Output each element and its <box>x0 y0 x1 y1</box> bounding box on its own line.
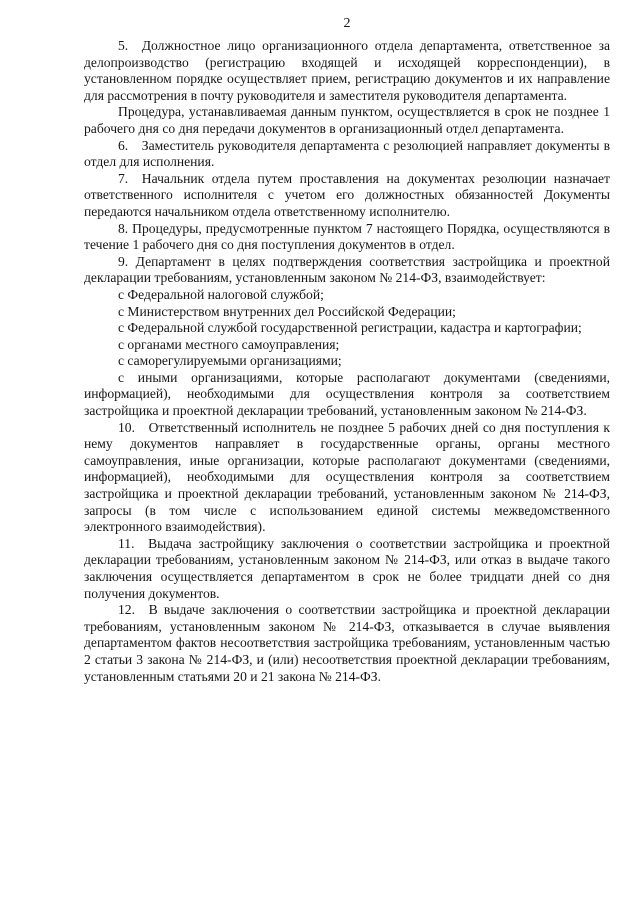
page-number: 2 <box>343 16 351 31</box>
list-item: с саморегулируемыми организациями; <box>118 353 342 369</box>
list-item: с органами местного самоуправления; <box>118 336 340 352</box>
paragraph-5-procedure: Процедура, устанавливаемая данным пунктом, осуществляется в срок не позднее 1 рабочего дня со дня передачи документов в организационный отдел департамента. <box>84 104 610 136</box>
paragraph-5: 5. Должностное лицо организационного отдела департамента, ответственное за делопроизводство (регистрацию входящей и исходящей корреспонденции), в установленном порядке осуществляет прием, регистрацию документов и их направление для рассмотрения в почту руководителя и заместителя руководителя департамента. <box>84 38 610 103</box>
interaction-list <box>84 287 610 420</box>
list-item: с Министерством внутренних дел Российской Федерации; <box>118 303 456 319</box>
paragraph-11: 11. Выдача застройщику заключения о соответствии застройщика и проектной декларации требованиям, установленным законом № 214-ФЗ, или отказ в выдаче такого заключения осуществляется департаментом в срок не более тридцати дней со дня получения документов. <box>84 535 610 601</box>
list-item: с Федеральной налоговой службой; <box>118 286 324 302</box>
paragraph-12: 12. В выдаче заключения о соответствии застройщика и проектной декларации требованиям, установленным законом № 214-ФЗ, отказывается в случае выявления департаментом фактов несоответствия застройщика требованиям, установленным частью 2 статьи 3 закона № 214-ФЗ, и (или) несоответствия проектной декларации требованиям, установленным статьями 20 и 21 закона № 214-ФЗ. <box>84 602 610 684</box>
paragraph-7: 7. Начальник отдела путем проставления на документах резолюции назначает ответственного исполнителя с учетом его должностных обязанностей Документы передаются начальником отдела ответственному исполнителю. <box>84 170 610 219</box>
paragraph-8: 8. Процедуры, предусмотренные пунктом 7 настоящего Порядка, осуществляются в течение 1 рабочего дня со дня поступления документов в отдел. <box>84 220 610 253</box>
paragraph-10: 10. Ответственный исполнитель не позднее 5 рабочих дней со дня поступления к нему документов направляет в государственные органы, органы местного самоуправления, иные организации, которые располагают документами (сведениями, информацией), необходимыми для осуществления контроля за соответствием застройщика и проектной декларации требований, установленным законом № 214-ФЗ, запросы (в том числе с использованием единой системы межведомственного электронного взаимодействия). <box>84 419 610 535</box>
list-item: с иными организациями, которые располагают документами (сведениями, информацией), необходимыми для осуществления контроля за соответствием застройщика и проектной декларации требований, установленным законом № 214-ФЗ. <box>84 369 610 419</box>
paragraph-9: 9. Департамент в целях подтверждения соответствия застройщика и проектной декларации требованиям, установленным законом № 214-ФЗ, взаимодействует: <box>84 253 610 286</box>
document-page <box>84 16 610 685</box>
paragraph-6: 6. Заместитель руководителя департамента с резолюцией направляет документы в отдел для исполнения. <box>84 137 610 170</box>
list-item: с Федеральной службой государственной регистрации, кадастра и картографии; <box>118 320 582 336</box>
